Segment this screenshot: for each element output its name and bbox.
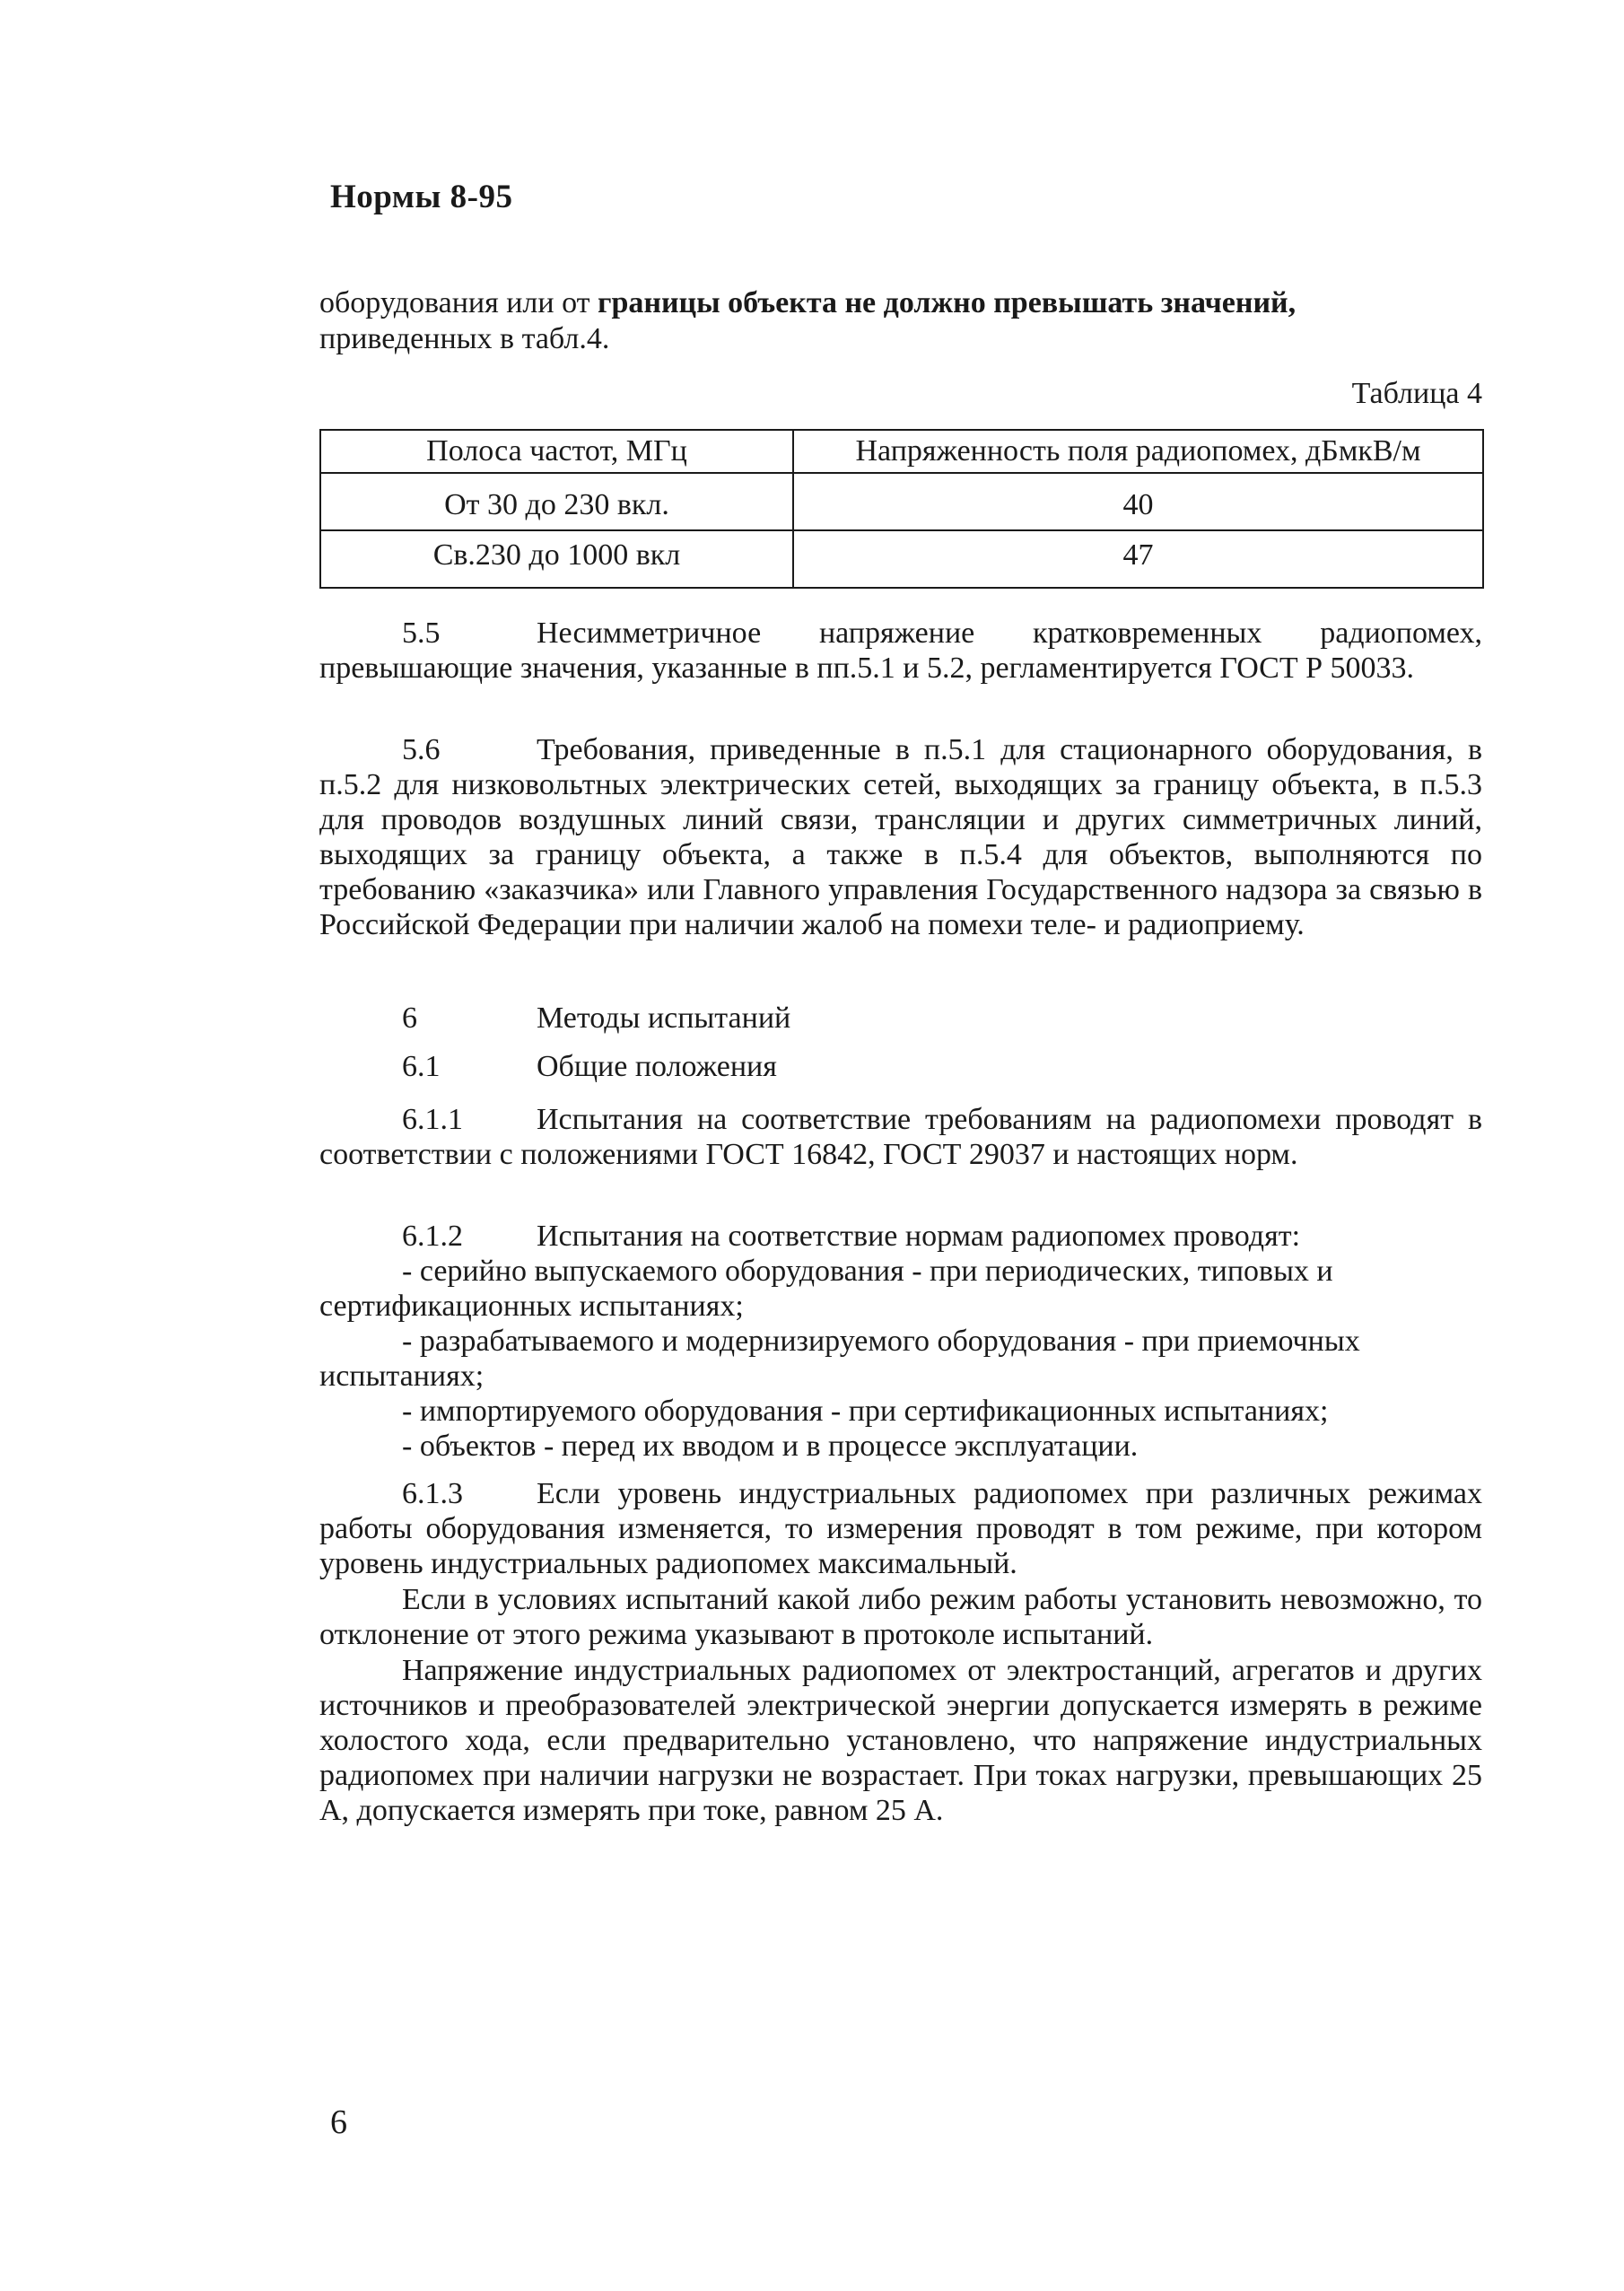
section-text: Требования, приведенные в п.5.1 для стационарного оборудования, в п.5.2 для низковольтных электрических сетей, выходящих за границу объекта, в п.5.3 для проводов воздушных линий связи, трансляции и других симметричных линий, выходящих за границу объекта, а также в п.5.4 для объектов, выполняются по требованию «заказчика» или Главного управления Государственного надзора за связью в Российской Федерации при наличии жалоб на помехи теле- и радиоприему.: [319, 733, 1482, 941]
section-6-1-1: [319, 1102, 1482, 1172]
section-6-heading: [402, 1001, 790, 1036]
intro-text-2: приведенных в табл.4.: [319, 322, 610, 355]
section-text: Испытания на соответствие требованиям на радиопомехи проводят в соответствии с положениями ГОСТ 16842, ГОСТ 29037 и настоящих норм.: [319, 1103, 1482, 1171]
table-cell-frequency: От 30 до 230 вкл.: [320, 473, 793, 530]
table-cell-value: 47: [793, 530, 1483, 588]
document-header: Нормы 8-95: [330, 179, 513, 215]
section-number: 5.5: [402, 616, 441, 650]
section-number: 5.6: [402, 733, 441, 766]
section-title: Методы испытаний: [537, 1001, 791, 1035]
section-5-6: [319, 732, 1482, 942]
page-number: 6: [330, 2103, 347, 2141]
section-number: 6.1: [402, 1050, 441, 1083]
section-text: Несимметричное напряжение кратковременных радиопомех, превышающие значения, указанные в пп.5.1 и 5.2, регламентируется ГОСТ Р 50033.: [319, 616, 1482, 685]
table-caption: Таблица 4: [1351, 377, 1482, 410]
section-5-5: [319, 616, 1482, 686]
list-item: - разрабатываемого и модернизируемого оборудования - при приемочных испытаниях;: [319, 1325, 1360, 1393]
table-4: [319, 429, 1484, 589]
intro-text-1: оборудования или от: [319, 286, 598, 319]
list-item: - импортируемого оборудования - при сертификационных испытаниях;: [402, 1395, 1329, 1428]
intro-text-bold: границы объекта не должно превышать значений,: [598, 286, 1297, 319]
list-item: - серийно выпускаемого оборудования - при периодических, типовых и сертификационных испытаниях;: [319, 1255, 1333, 1323]
table-row: [320, 530, 1483, 588]
section-number: 6: [402, 1001, 417, 1035]
table-cell-value: 40: [793, 473, 1483, 530]
section-6-1-2: [319, 1219, 1482, 1254]
table-header-field-strength: Напряженность поля радиопомех, дБмкВ/м: [793, 430, 1483, 473]
table-cell-frequency: Св.230 до 1000 вкл: [320, 530, 793, 588]
section-text: Если уровень индустриальных радиопомех при различных режимах работы оборудования изменяется, то измерения проводят в том режиме, при котором уровень индустриальных радиопомех максимальный.: [319, 1477, 1482, 1580]
table-row: [320, 473, 1483, 530]
section-number: 6.1.1: [402, 1103, 463, 1136]
table-header-row: [320, 430, 1483, 473]
section-6-1-3-paragraph-2: Если в условиях испытаний какой либо режим работы установить невозможно, то отклонение от этого режима указывают в протоколе испытаний.: [319, 1583, 1482, 1651]
section-title: Общие положения: [537, 1050, 777, 1083]
section-6-1-heading: [402, 1050, 777, 1084]
requirements-list: [319, 1254, 1482, 1464]
section-6-1-3: [319, 1476, 1482, 1581]
section-number: 6.1.2: [402, 1220, 463, 1253]
section-6-1-3-paragraph-3: Напряжение индустриальных радиопомех от электростанций, агрегатов и других источников и преобразователей электрической энергии допускается измерять в режиме холостого хода, если предварительно установлено, что напряжение индустриальных радиопомех при наличии нагрузки не возрастает. При токах нагрузки, превышающих 25 А, допускается измерять при токе, равном 25 А.: [319, 1654, 1482, 1827]
section-text: Испытания на соответствие нормам радиопомех проводят:: [537, 1220, 1301, 1253]
list-item: - объектов - перед их вводом и в процессе эксплуатации.: [402, 1430, 1139, 1463]
intro-paragraph: [319, 285, 1481, 357]
table-header-frequency: Полоса частот, МГц: [320, 430, 793, 473]
section-number: 6.1.3: [402, 1477, 463, 1510]
